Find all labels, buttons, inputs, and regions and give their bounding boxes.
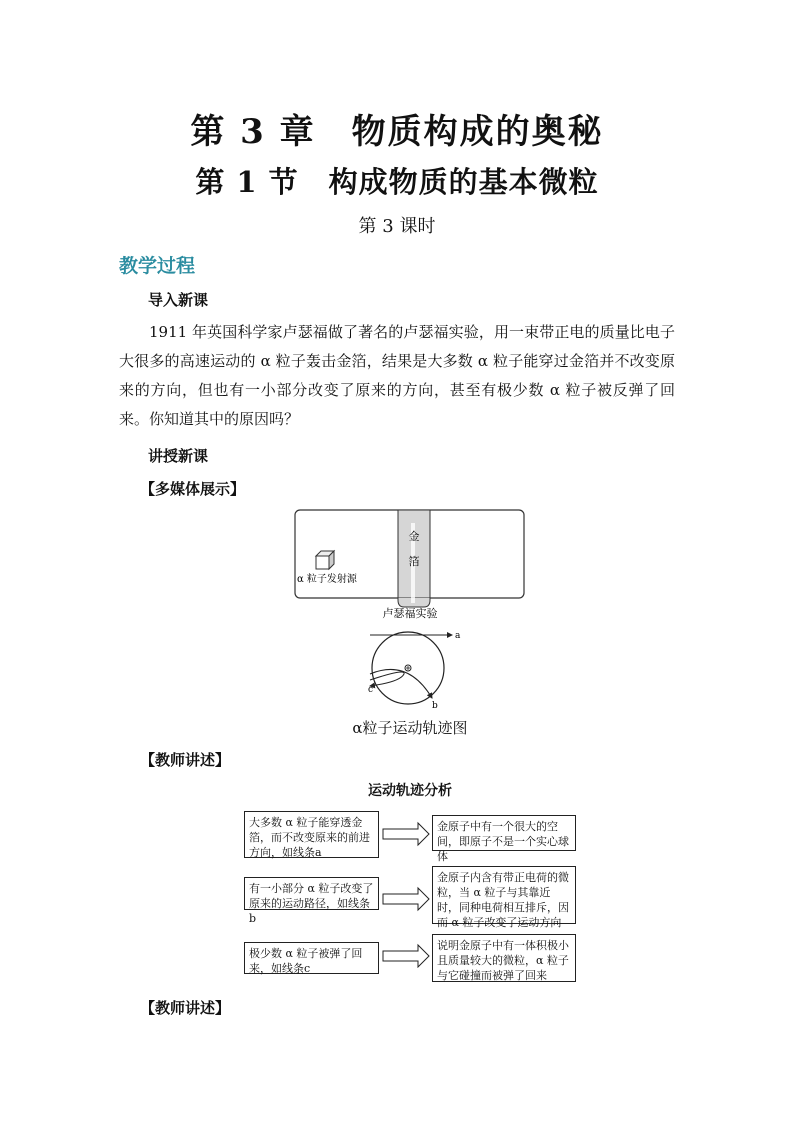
analysis-right-box-1: 金原子中有一个很大的空间，即原子不是一个实心球体 xyxy=(432,815,576,851)
teacher-label-1: 【教师讲述】 xyxy=(140,751,231,769)
analysis-right-box-2: 金原子内含有带正电荷的微粒，当 α 粒子与其靠近时，同种电荷相互排斥，因而 α 粒子改变了运动方向 xyxy=(432,866,576,924)
label-c: c xyxy=(368,685,374,695)
lesson-label: 第 3 课时 xyxy=(358,216,436,237)
emitter-cube-icon xyxy=(316,551,334,569)
arrow-right-icon xyxy=(383,888,429,910)
analysis-right-box-3: 说明金原子中有一体积极小且质量较大的微粒，α 粒子与它碰撞而被弹了回来 xyxy=(432,934,576,982)
analysis-left-box-1: 大多数 α 粒子能穿透金箔，而不改变原来的前进方向，如线条a xyxy=(244,811,379,858)
chapter-title: 第 3 章 物质构成的奥秘 xyxy=(190,112,604,152)
lecture-heading: 讲授新课 xyxy=(148,447,209,465)
foil-label-bottom: 箔 xyxy=(408,555,420,568)
intro-heading: 导入新课 xyxy=(148,291,209,309)
trajectory-caption: α粒子运动轨迹图 xyxy=(352,719,468,737)
analysis-left-box-3: 极少数 α 粒子被弹了回来，如线条c xyxy=(244,942,379,974)
experiment-caption: 卢瑟福实验 xyxy=(382,607,438,620)
arrow-right-icon xyxy=(383,823,429,845)
multimedia-label: 【多媒体展示】 xyxy=(140,480,246,498)
arrow-right-icon xyxy=(383,945,429,967)
analysis-left-box-2: 有一小部分 α 粒子改变了原来的运动路径，如线条b xyxy=(244,877,379,910)
rutherford-experiment-figure xyxy=(290,505,530,635)
trajectory-figure xyxy=(360,624,470,714)
analysis-title: 运动轨迹分析 xyxy=(368,783,452,799)
label-a: a xyxy=(455,631,461,641)
section-title: 第 1 节 构成物质的基本微粒 xyxy=(195,165,599,199)
source-label: α 粒子发射源 xyxy=(297,574,357,585)
foil-label-top: 金 xyxy=(408,530,420,543)
intro-paragraph: 1911 年英国科学家卢瑟福做了著名的卢瑟福实验，用一束带正电的质量比电子大很多的高速运动的 α 粒子轰击金箔，结果是大多数 α 粒子能穿过金箔并不改变原来的方向，但也有一小部分改变了原来的方向，甚至有极少数 α 粒子被反弹了回来。你知道其中的原因吗？ xyxy=(119,323,675,428)
trajectory-b xyxy=(370,669,432,698)
analysis-arrows xyxy=(380,818,432,968)
label-b: b xyxy=(432,701,438,711)
teacher-label-2: 【教师讲述】 xyxy=(140,999,231,1017)
process-heading: 教学过程 xyxy=(119,255,196,277)
